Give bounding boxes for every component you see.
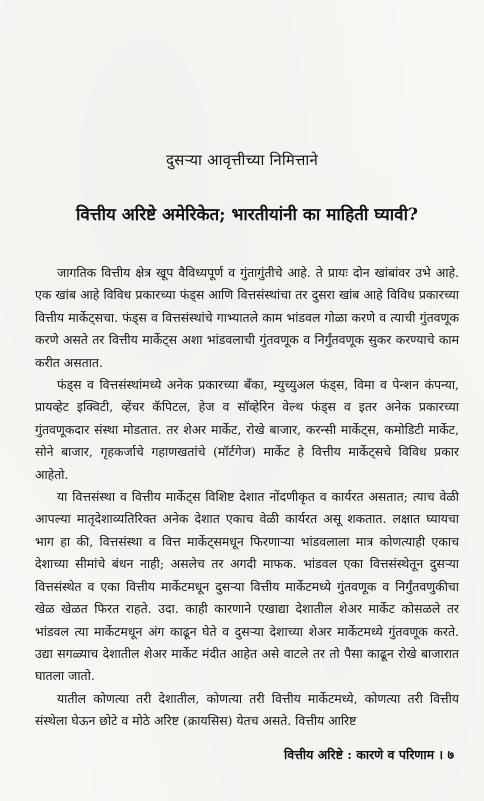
paragraph-3: या वित्तसंस्था व वित्तीय मार्केट्स विशिष्ट देशात नोंदणीकृत व कार्यरत असतात; त्याच वेळी आपल्या मातृदेशाव्यतिरिक्त अनेक देशात एकाच वेळी कार्यरत असू शकतात. लक्षात घ्यायचा भाग हा की, वित्तसंस्था व वित्त मार्केट्समधून फिरणाऱ्या भांडवलाला मात्र कोणत्याही एकाच देशाच्या सीमांचे बंधन नाही; असलेच तर अगदी माफक. भांडवल एका वित्तसंस्थेतून दुसऱ्या वित्तसंस्थेत व एका वित्तीय मार्केटमधून दुसऱ्या वित्तीय मार्केटमध्ये गुंतवणूक व निर्गुंतवणुकीचा खेळ खेळत फिरत राहते. उदा. काही कारणाने एखाद्या देशातील शेअर मार्केट कोसळले तर भांडवल त्या मार्केटमधून अंग काढून घेते व दुसऱ्या देशाच्या शेअर मार्केटमध्ये गुंतवणूक करते. उद्या सगळ्याच देशातील शेअर मार्केट मंदीत आहेत असे वाटले तर तो पैसा काढून रोखे बाजारात घातला जातो. (35, 489, 459, 684)
paragraph-1: जागतिक वित्तीय क्षेत्र खूप वैविध्यपूर्ण व गुंतागुंतीचे आहे. ते प्रायः दोन खांबांवर उभे आहे. एक खांब आहे विविध प्रकारच्या फंड्स आणि वित्तसंस्थांचा तर दुसरा खांब आहे विविध प्रकारच्या वित्तीय मार्केट्सचा. फंड्स व वित्तसंस्थांचे गाभ्यातले काम भांडवल गोळा करणे व त्याची गुंतवणूक करणे असते तर वित्तीय मार्केट्स अशा भांडवलाची गुंतवणूक व निर्गुंतवणूक सुकर करण्याचे काम करीत असतात. (35, 265, 459, 370)
page-footer: वित्तीय अरिष्टे : कारणे व परिणाम । ७ (284, 747, 454, 762)
chapter-title: वित्तीय अरिष्टे अमेरिकेत; भारतीयांनी का माहिती घ्यावी? (76, 205, 418, 225)
section-subtitle: दुसऱ्या आवृत्तीच्या निमित्ताने (166, 151, 318, 169)
paragraph-4: यातील कोणत्या तरी देशातील, कोणत्या तरी वित्तीय मार्केटमध्ये, कोणत्या तरी वित्तीय संस्थेला घेऊन छोटे व मोठे अरिष्ट (क्रायसिस) येतच असते. वित्तीय आरिष्ट (35, 690, 459, 729)
paragraph-2: फंड्स व वित्तसंस्थांमध्ये अनेक प्रकारच्या बँका, म्युच्युअल फंड्स, विमा व पेन्शन कंपन्या, प्रायव्हेट इक्विटी, व्हेंचर कॅपिटल, हेज व सॉव्हेरिन वेल्थ फंड्स व इतर अनेक प्रकारच्या गुंतवणूकदार संस्था मोडतात. तर शेअर मार्केट, रोखे बाजार, करन्सी मार्केट्स, कमोडिटी मार्केट, सोने बाजार, गृहकर्जाचे गहाणखतांचे (मॉर्टगेज) मार्केट हे वित्तीय मार्केट्सचे विविध प्रकार आहेतो. (35, 377, 459, 482)
body-text (35, 262, 459, 733)
